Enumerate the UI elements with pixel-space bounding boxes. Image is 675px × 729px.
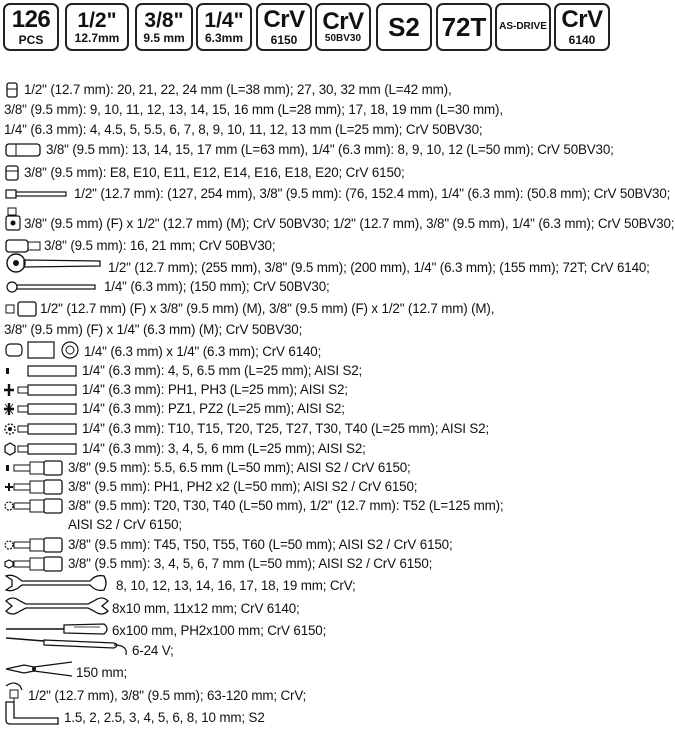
spec-text: 3/8" (9.5 mm): 16, 21 mm; CrV 50BV30; <box>44 238 276 253</box>
spec-text: 8, 10, 12, 13, 14, 16, 17, 18, 19 mm; CrV; <box>116 578 356 593</box>
deep-socket-icon <box>4 142 44 158</box>
spec-text: 1/2" (12.7 mm), 3/8" (9.5 mm); 63-120 mm; CrV; <box>28 688 307 703</box>
pliers-icon <box>4 659 76 679</box>
badge-top: S2 <box>388 12 420 42</box>
hex-bit-icon <box>4 441 80 457</box>
badge-quarter-inch <box>196 3 252 51</box>
pozidriv-bit-icon <box>4 401 80 417</box>
flat-bit-socket-icon <box>4 460 66 476</box>
bit-adapter-icon <box>4 340 82 360</box>
badge-top: 1/4" <box>204 9 244 32</box>
hex-bit-socket-icon <box>4 556 66 572</box>
spec-text: 3/8" (9.5 mm): T45, T50, T55, T60 (L=50 mm); AISI S2 / CrV 6150; <box>68 537 453 552</box>
spec-text: 3/8" (9.5 mm) (F) x 1/2" (12.7 mm) (M); CrV 50BV30; 1/2" (12.7 mm), 3/8" (9.5 mm), 1/4" (6.3 mm); CrV 50BV30; <box>24 216 675 231</box>
spec-text: 1/2" (12.7 mm): (127, 254 mm), 3/8" (9.5 mm): (76, 152.4 mm), 1/4" (6.3 mm): (50.8 mm); CrV 50BV30; <box>74 186 671 201</box>
spec-text: 1/4" (6.3 mm): 4, 5, 6.5 mm (L=25 mm); AISI S2; <box>82 363 363 378</box>
spec-text: 3/8" (9.5 mm): 9, 10, 11, 12, 13, 14, 15, 16 mm (L=28 mm); 17, 18, 19 mm (L=30 mm), <box>4 102 503 117</box>
t-handle-icon <box>4 279 100 295</box>
extension-bar-icon <box>4 186 70 202</box>
spec-text: 3/8" (9.5 mm) (F) x 1/4" (6.3 mm) (M); CrV 50BV30; <box>4 322 303 337</box>
badge-crv-6150 <box>256 3 312 51</box>
badge-top: 1/2" <box>77 9 117 32</box>
torx-bit-icon <box>4 421 80 437</box>
ratchet-icon <box>4 252 104 274</box>
badge-s2 <box>376 3 432 51</box>
badge-top: CrV <box>561 6 603 33</box>
spec-text: 3/8" (9.5 mm): 13, 14, 15, 17 mm (L=63 mm), 1/4" (6.3 mm): 8, 9, 10, 12 (L=50 mm); CrV 50BV30; <box>46 142 614 157</box>
e-socket-icon <box>4 165 22 181</box>
spec-text: 1/2" (12.7 mm); (255 mm), 3/8" (9.5 mm); (200 mm), 1/4" (6.3 mm); (155 mm); 72T; CrV 6140; <box>108 260 650 275</box>
badge-crv-6140 <box>554 3 610 51</box>
badge-top: 72T <box>441 12 487 42</box>
spec-text: 1/4" (6.3 mm); (150 mm); CrV 50BV30; <box>104 279 330 294</box>
badge-top: CrV <box>322 8 364 35</box>
badge-crv-50bv30 <box>315 3 371 51</box>
socket-icon <box>4 82 20 98</box>
badge-as-drive <box>495 3 551 51</box>
spec-text: 3/8" (9.5 mm): 3, 4, 5, 6, 7 mm (L=50 mm); AISI S2 / CrV 6150; <box>68 556 433 571</box>
badge-top: AS-DRIVE <box>499 21 547 32</box>
spec-text: 1.5, 2, 2.5, 3, 4, 5, 6, 8, 10 mm; S2 <box>64 710 265 725</box>
spec-text: 1/4" (6.3 mm): 3, 4, 5, 6 mm (L=25 mm); AISI S2; <box>82 441 366 456</box>
spec-text: 1/4" (6.3 mm): 4, 4.5, 5, 5.5, 6, 7, 8, 9, 10, 11, 12, 13 mm (L=25 mm); CrV 50BV30; <box>4 122 483 137</box>
reducer-icon <box>4 301 40 317</box>
spec-text: 8x10 mm, 11x12 mm; CrV 6140; <box>112 601 300 616</box>
spec-text: 1/4" (6.3 mm): T10, T15, T20, T25, T27, T30, T40 (L=25 mm); AISI S2; <box>82 421 490 436</box>
phillips-bit-socket-icon <box>4 479 66 495</box>
spec-text: 150 mm; <box>76 665 128 680</box>
spec-text: 3/8" (9.5 mm): PH1, PH2 x2 (L=50 mm); AISI S2 / CrV 6150; <box>68 479 418 494</box>
badge-bottom: 6.3mm <box>204 31 244 45</box>
spec-text: 1/4" (6.3 mm): PZ1, PZ2 (L=25 mm); AISI S2; <box>82 401 345 416</box>
hex-key-icon <box>2 700 62 726</box>
badge-bottom: 50BV30 <box>324 33 362 44</box>
badge-bottom: 9.5 mm <box>143 31 185 45</box>
spec-text: AISI S2 / CrV 6150; <box>68 517 183 532</box>
flare-nut-wrench-icon <box>4 595 110 617</box>
adapter-icon <box>4 206 24 232</box>
badge-half-inch <box>65 3 129 51</box>
badge-top: 3/8" <box>144 9 184 32</box>
phillips-bit-icon <box>4 382 80 398</box>
torx-bit-socket-icon <box>4 537 66 553</box>
badge-bottom: 6140 <box>568 33 596 47</box>
torx-bit-socket-icon <box>4 498 66 514</box>
flat-bit-icon <box>4 363 80 379</box>
spec-text: 6x100 mm, PH2x100 mm; CrV 6150; <box>112 623 327 638</box>
badge-72t <box>436 3 492 51</box>
voltage-tester-icon <box>4 635 134 657</box>
spec-text: 3/8" (9.5 mm): E8, E10, E11, E12, E14, E16, E18, E20; CrV 6150; <box>24 165 405 180</box>
spec-text: 1/4" (6.3 mm) x 1/4" (6.3 mm); CrV 6140; <box>84 344 322 359</box>
badge-bottom: PCS <box>18 33 44 47</box>
spec-text: 3/8" (9.5 mm): 5.5, 6.5 mm (L=50 mm); AISI S2 / CrV 6150; <box>68 460 411 475</box>
spec-text: 1/4" (6.3 mm): PH1, PH3 (L=25 mm); AISI S2; <box>82 382 348 397</box>
badge-pieces <box>3 3 59 51</box>
badge-bottom: 12.7mm <box>74 31 120 45</box>
badge-bottom: 6150 <box>270 33 298 47</box>
badge-top: 126 <box>11 6 51 33</box>
spec-text: 1/2" (12.7 mm) (F) x 3/8" (9.5 mm) (M), 3/8" (9.5 mm) (F) x 1/2" (12.7 mm) (M), <box>40 301 495 316</box>
combination-wrench-icon <box>4 572 110 594</box>
spec-text: 6-24 V; <box>132 643 174 658</box>
spec-text: 1/2" (12.7 mm): 20, 21, 22, 24 mm (L=38 mm); 27, 30, 32 mm (L=42 mm), <box>24 82 452 97</box>
badge-top: CrV <box>263 6 305 33</box>
spec-text: 3/8" (9.5 mm): T20, T30, T40 (L=50 mm), 1/2" (12.7 mm): T52 (L=125 mm); <box>68 498 504 513</box>
badge-three-eighths <box>135 3 193 51</box>
